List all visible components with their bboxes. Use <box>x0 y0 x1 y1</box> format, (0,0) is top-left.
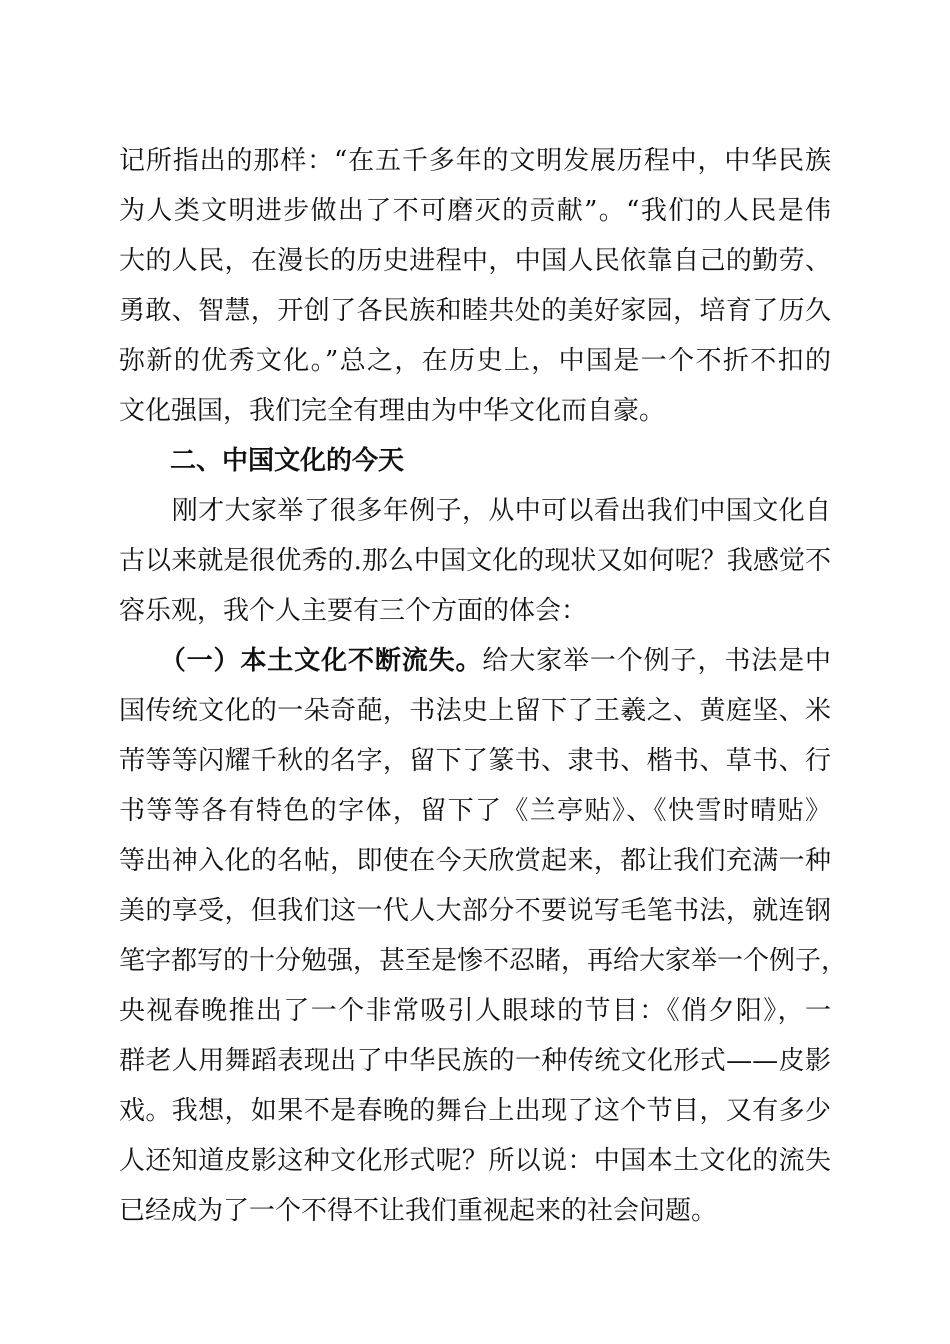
subsection-lead: （一）本土文化不断流失。 <box>119 646 483 676</box>
paragraph-line: 人还知道皮影这种文化形式呢？所以说：中国本土文化的流失 <box>119 1146 831 1176</box>
paragraph-line: 等出神入化的名帖，即使在今天欣赏起来，都让我们充满一种 <box>119 846 831 876</box>
paragraph-line: 弥新的优秀文化。”总之，在历史上，中国是一个不折不扣的 <box>119 346 831 376</box>
paragraph-line: 已经成为了一个不得不让我们重视起来的社会问题。 <box>119 1196 718 1226</box>
paragraph-line: 古以来就是很优秀的.那么中国文化的现状又如何呢？我感觉不 <box>119 546 831 576</box>
paragraph-line: 国传统文化的一朵奇葩，书法史上留下了王羲之、黄庭坚、米 <box>119 696 831 726</box>
paragraph-line: 笔字都写的十分勉强，甚至是惨不忍睹，再给大家举一个例子， <box>119 946 848 976</box>
paragraph-line: 容乐观，我个人主要有三个方面的体会： <box>119 596 588 626</box>
paragraph-line: 大的人民，在漫长的历史进程中，中国人民依靠自己的勤劳、 <box>119 246 831 276</box>
paragraph-first-line <box>119 641 831 681</box>
paragraph-line: 记所指出的那样：“在五千多年的文明发展历程中，中华民族 <box>119 146 831 176</box>
section-heading: 二、中国文化的今天 <box>170 446 405 476</box>
paragraph-line: 戏。我想，如果不是春晚的舞台上出现了这个节目，又有多少 <box>119 1096 831 1126</box>
paragraph-line: 为人类文明进步做出了不可磨灭的贡献”。“我们的人民是伟 <box>119 196 831 226</box>
paragraph-line: 美的享受，但我们这一代人大部分不要说写毛笔书法，就连钢 <box>119 896 831 926</box>
paragraph-line: 群老人用舞蹈表现出了中华民族的一种传统文化形式——皮影 <box>119 1046 831 1076</box>
paragraph-line: 书等等各有特色的字体，留下了《兰亭贴》、《快雪时晴贴》 <box>119 796 831 826</box>
paragraph-line: 文化强国，我们完全有理由为中华文化而自豪。 <box>119 396 666 426</box>
paragraph-line: 勇敢、智慧，开创了各民族和睦共处的美好家园，培育了历久 <box>119 296 831 326</box>
paragraph-line: 刚才大家举了很多年例子，从中可以看出我们中国文化自 <box>119 496 831 526</box>
paragraph-line: 芾等等闪耀千秋的名字，留下了篆书、隶书、楷书、草书、行 <box>119 746 831 776</box>
paragraph-line: 央视春晚推出了一个非常吸引人眼球的节目：《俏夕阳》，一 <box>119 996 831 1026</box>
paragraph-line-rest: 给大家举一个例子，书法是中 <box>482 646 831 676</box>
